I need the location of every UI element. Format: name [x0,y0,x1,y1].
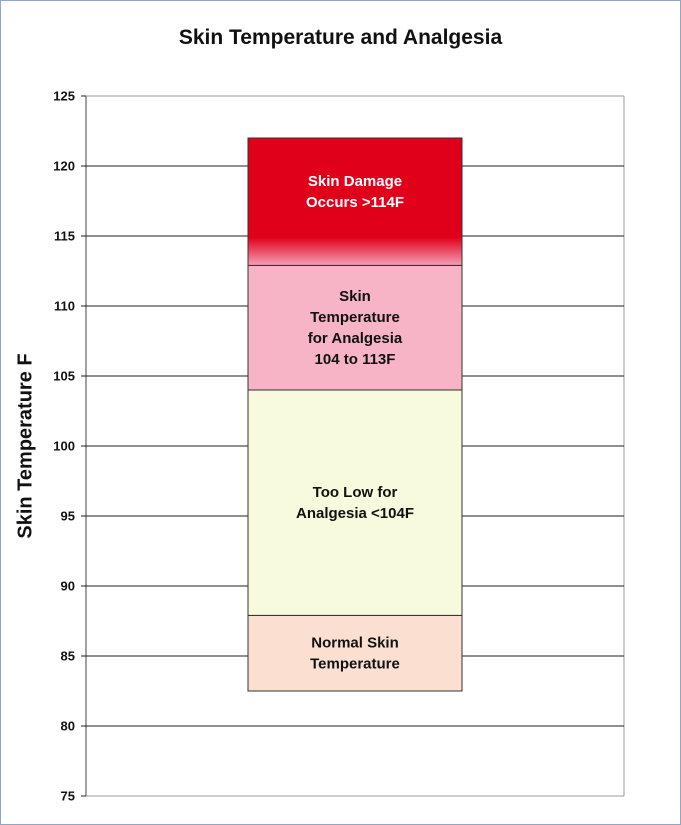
tick-labels [53,89,75,804]
band-label: 104 to 113F [314,351,396,369]
y-tick-label: 105 [53,368,75,384]
y-tick-label: 90 [60,578,75,594]
y-tick-label: 120 [53,158,75,174]
band-label: Temperature [310,655,400,673]
band-label: Analgesia <104F [296,505,414,523]
y-tick-label: 125 [53,88,75,104]
band-label: Temperature [310,309,400,327]
y-tick-label: 95 [60,508,75,524]
y-tick-label: 100 [53,438,75,454]
band-label: Skin [339,288,371,306]
band-label: Normal Skin [311,634,399,652]
band-rect [248,615,462,691]
y-tick-label: 85 [60,648,75,664]
y-tick-label: 115 [54,228,75,244]
y-axis-label: Skin Temperature F [14,353,37,539]
chart-title: Skin Temperature and Analgesia [178,26,503,49]
y-tick-label: 110 [54,298,75,314]
y-tick-label: 75 [60,788,75,804]
bands-layer [248,138,462,691]
band-rect [248,265,462,390]
band-rect [248,390,462,615]
band-label: Occurs >114F [306,194,404,212]
band-label: Too Low for [312,484,398,502]
band-label: for Analgesia [307,330,403,348]
y-tick-label: 80 [60,718,75,734]
band-label: Skin Damage [307,173,403,191]
